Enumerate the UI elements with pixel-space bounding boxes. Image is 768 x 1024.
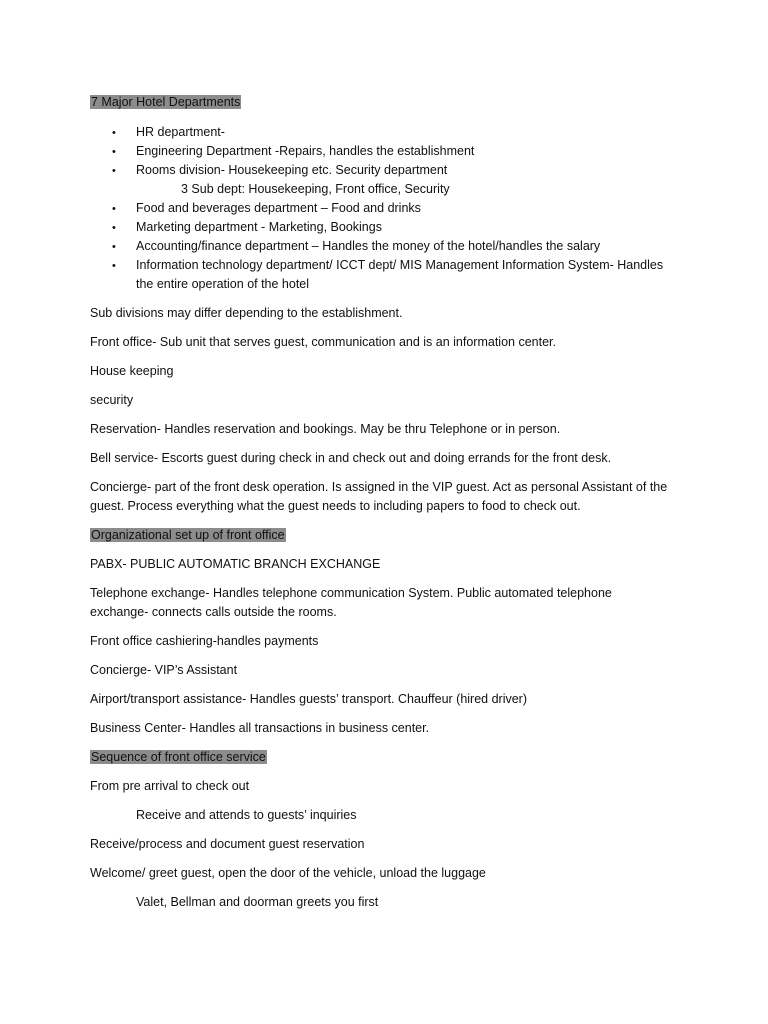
paragraph: PABX- PUBLIC AUTOMATIC BRANCH EXCHANGE xyxy=(90,557,381,571)
highlighted-heading-text: Sequence of front office service xyxy=(91,750,266,764)
list-sub-line: 3 Sub dept: Housekeeping, Front office, Security xyxy=(181,182,450,196)
bullet-icon: • xyxy=(112,203,116,215)
paragraph: Telephone exchange- Handles telephone communication System. Public automated telephone xyxy=(90,586,612,600)
paragraph: From pre arrival to check out xyxy=(90,779,250,793)
bullet-icon: • xyxy=(112,241,116,253)
indented-paragraph: Receive and attends to guests’ inquiries xyxy=(136,808,357,822)
list-item-text: Information technology department/ ICCT dept/ MIS Management Information System- Handles xyxy=(136,258,664,272)
paragraph: security xyxy=(90,393,134,407)
paragraph-continuation: exchange- connects calls outside the rooms. xyxy=(90,605,337,619)
highlighted-heading-text: 7 Major Hotel Departments xyxy=(91,95,241,109)
list-item xyxy=(112,238,600,255)
paragraph: Front office- Sub unit that serves guest, communication and is an information center. xyxy=(90,335,556,349)
section-heading-major-departments xyxy=(90,94,241,110)
section-heading-org-setup xyxy=(90,527,286,543)
paragraph: Airport/transport assistance- Handles guests’ transport. Chauffeur (hired driver) xyxy=(90,692,527,706)
list-item-text: Engineering Department -Repairs, handles the establishment xyxy=(136,144,475,158)
indented-paragraph: Valet, Bellman and doorman greets you first xyxy=(136,895,379,909)
paragraph: Front office cashiering-handles payments xyxy=(90,634,319,648)
paragraph: Welcome/ greet guest, open the door of the vehicle, unload the luggage xyxy=(90,866,486,880)
list-item-text: HR department- xyxy=(136,125,225,139)
paragraph: Receive/process and document guest reservation xyxy=(90,837,365,851)
bullet-icon: • xyxy=(112,127,116,139)
list-item xyxy=(112,200,421,217)
bullet-icon: • xyxy=(112,260,116,272)
paragraph: Sub divisions may differ depending to the establishment. xyxy=(90,306,403,320)
paragraph: House keeping xyxy=(90,364,174,378)
paragraph: Reservation- Handles reservation and bookings. May be thru Telephone or in person. xyxy=(90,422,561,436)
paragraph: Business Center- Handles all transactions in business center. xyxy=(90,721,430,735)
paragraph: Concierge- VIP’s Assistant xyxy=(90,663,238,677)
paragraph: Concierge- part of the front desk operation. Is assigned in the VIP guest. Act as personal Assistant of the xyxy=(90,480,668,494)
paragraph-continuation: guest. Process everything what the guest needs to including papers to food to check out. xyxy=(90,499,581,513)
list-item-text: Rooms division- Housekeeping etc. Security department xyxy=(136,163,448,177)
list-item xyxy=(112,143,474,160)
list-item-text: Marketing department - Marketing, Bookings xyxy=(136,220,382,234)
list-item xyxy=(112,219,382,236)
list-item xyxy=(112,124,225,141)
highlighted-heading-text: Organizational set up of front office xyxy=(91,528,285,542)
bullet-icon: • xyxy=(112,165,116,177)
list-item-text: Food and beverages department – Food and drinks xyxy=(136,201,421,215)
list-item-continuation: the entire operation of the hotel xyxy=(136,277,310,291)
section-heading-sequence xyxy=(90,749,267,765)
list-item-text: Accounting/finance department – Handles the money of the hotel/handles the salary xyxy=(136,239,601,253)
paragraph: Bell service- Escorts guest during check in and check out and doing errands for the front desk. xyxy=(90,451,612,465)
list-item xyxy=(112,257,663,274)
bullet-icon: • xyxy=(112,222,116,234)
list-item xyxy=(112,162,447,179)
bullet-icon: • xyxy=(112,146,116,158)
